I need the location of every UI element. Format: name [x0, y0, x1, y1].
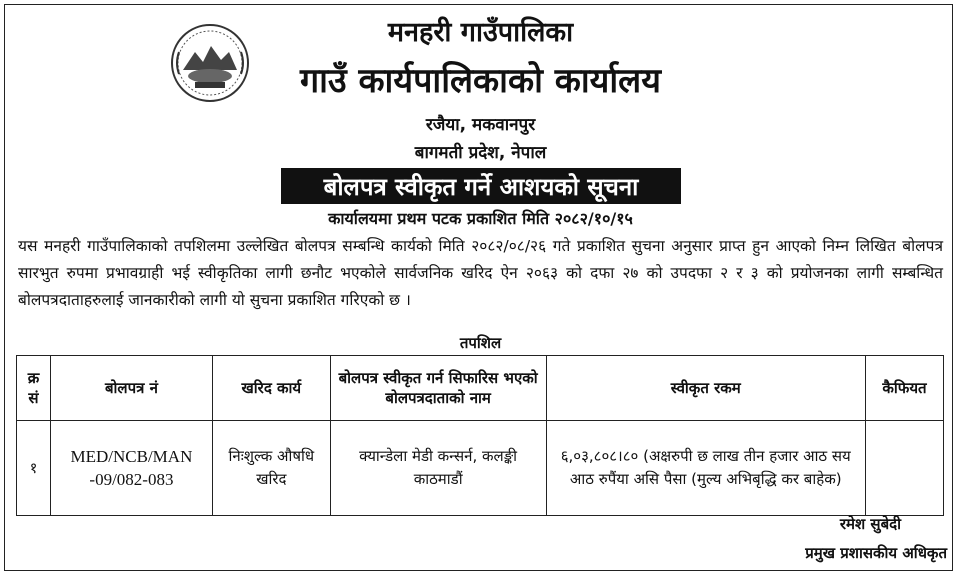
publication-date-line: कार्यालयमा प्रथम पटक प्रकाशित मिति २०८२/१०/१५	[328, 209, 633, 228]
municipality-name: मनहरी गाउँपालिका	[387, 17, 574, 48]
header-amount: स्वीकृत रकम	[546, 356, 866, 421]
office-name: गाउँ कार्यपालिकाको कार्यालय	[300, 61, 661, 101]
cell-amount: ६,०३,८०८।८० (अक्षरुपी छ लाख तीन हजार आठ सय आठ रुपैंया असि पैसा (मुल्य अभिबृद्धि कर बाहेक)	[546, 421, 866, 516]
bid-table	[16, 355, 944, 516]
header-sn: क्र सं	[17, 356, 51, 421]
cell-sn: १	[17, 421, 51, 516]
header-bidder: बोलपत्र स्वीकृत गर्न सिफारिस भएको बोलपत्रदाताको नाम	[330, 356, 546, 421]
header-remarks: कैफियत	[866, 356, 944, 421]
signatory-designation: प्रमुख प्रशासकीय अधिकृत	[805, 544, 947, 562]
table-header-row	[17, 356, 944, 421]
cell-procurement: निःशुल्क औषधि खरिद	[212, 421, 330, 516]
address-line-2: बागमती प्रदेश, नेपाल	[414, 143, 547, 163]
address-line-1: रजैया, मकवानपुर	[425, 115, 536, 135]
schedule-heading: तपशिल	[459, 334, 502, 352]
cell-remarks	[866, 421, 944, 516]
signatory-name: रमेश सुबेदी	[839, 515, 901, 533]
header-bid-no: बोलपत्र नं	[50, 356, 212, 421]
cell-bid-no: MED/NCB/MAN -09/082-083	[50, 421, 212, 516]
table-row	[17, 421, 944, 516]
cell-bidder: क्यान्डेला मेडी कन्सर्न, कलङ्की काठमाडौं	[330, 421, 546, 516]
notice-body: यस मनहरी गाउँपालिकाको तपशिलमा उल्लेखित बोलपत्र सम्बन्धि कार्यको मिति २०८२/०८/२६ गते प्रकाशित सुचना अनुसार प्राप्त हुन आएको निम्न लिखित बोलपत्र सारभुत रुपमा प्रभावग्राही भई स्वीकृतिका लागी छनौट भएकोले सार्वजनिक खरिद ऐन २०६३ को दफा २७ को उपदफा २ र ३ को प्रयोजनका लागी सम्बन्धित बोलपत्रदाताहरुलाई जानकारीको लागी यो सुचना प्रकाशित गरिएको छ ।	[18, 237, 943, 309]
notice-banner-title: बोलपत्र स्वीकृत गर्ने आशयको सूचना	[281, 168, 681, 204]
header-procurement: खरिद कार्य	[212, 356, 330, 421]
